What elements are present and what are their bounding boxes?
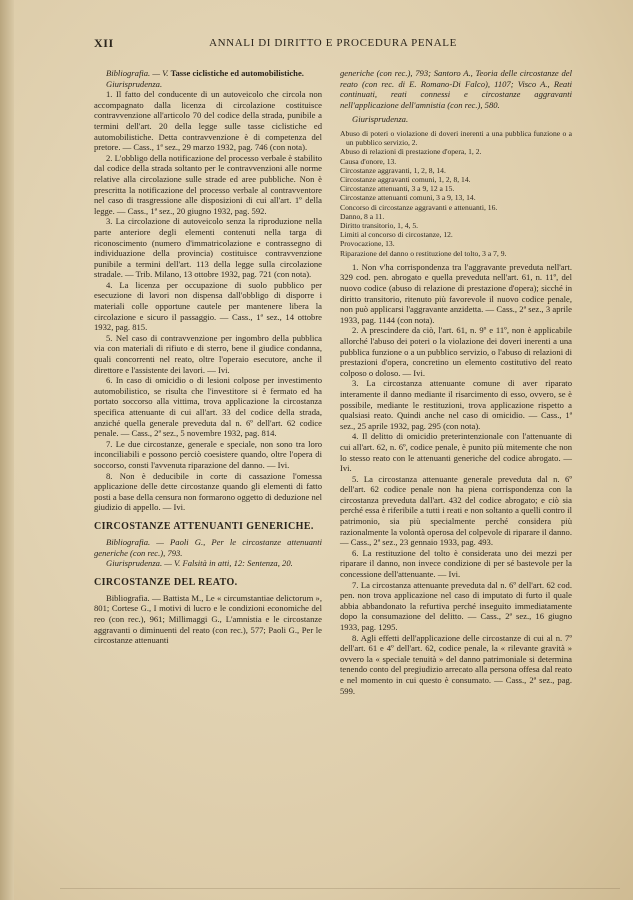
index-entry: Circostanze aggravanti comuni, 1, 2, 8, 14. (340, 174, 471, 184)
index-entry: Abuso di relazioni di prestazione d'opera, 1, 2. (340, 147, 482, 157)
list-item: 4. La licenza per occupazione di suolo pubblico per esecuzione di lavori non dispensa dall'obbligo di disporre i materiali colle opportune cautele per mantenere libera la circolazione e sicuro il passaggio. — Cass., 1ª sez., 14 ottobre 1932, pag. 815. (94, 279, 322, 333)
right-entries (340, 262, 572, 696)
index-entry: Concorso di circostanze aggravanti e attenuanti, 16. (340, 202, 498, 212)
list-item: 2. L'obbligo della notificazione del processo verbale è stabilito dal codice della strada soltanto per le contravvenzioni alle norme relative alla circolazione sulle strade ed aree pubbliche. Non è prescritta la notificazione del processo verbale al contravventore nel caso di trasgressione alle disposizioni di cui all'art. 1º della legge. — Cass., 1ª sez., 20 giugno 1932, pag. 592. (94, 152, 322, 216)
section-title-circostanze-reato: CIRCOSTANZE DEL REATO. (94, 576, 238, 588)
right-column (340, 68, 572, 696)
list-item: 6. La restituzione del tolto è considerata uno dei mezzi per riparare il danno, non invece condizione di per sé bastevole per la concessione dell'attenuante. — Ivi. (340, 547, 572, 580)
bibliography-continuation: generiche (con rec.), 793; Santoro A., Teoria delle circostanze del reato (con rec. di E. Romano-Di Falco), 1107; Visco A., Reati continuati, reati connessi e circostanze aggravanti nell'applicazione dell'amnistia (con rec.), 580. (340, 68, 572, 110)
list-item: 7. La circostanza attenuante preveduta dal n. 6º dell'art. 62 cod. pen. non trova applicazione nel caso di imputato di furto il quale abbia abbandonato la refurtiva perché inseguito immediatamente dopo la consumazione del delitto. — Cass., 2ª sez., 16 giugno 1933, pag. 1295. (340, 579, 572, 632)
subject-index (340, 129, 572, 258)
index-entry: Abuso di poteri o violazione di doveri inerenti a una pubblica funzione o a un pubblico servizio, 2. (340, 128, 572, 148)
page-edge-shadow (0, 0, 14, 900)
list-item: 1. Non v'ha corrispondenza tra l'aggravante preveduta nell'art. 329 cod. pen. abrogato e quella preveduta nell'art. 61, n. 11º, del nuovo codice (abuso di relazione di prestazione d'opera); sicché in diritto transitorio, ritenuto più favorevole il nuovo codice penale, non può applicarsi l'aggravante anzidetta. — Cass., 2ª sez., 3 aprile 1933, pag. 1144 (con nota). (340, 261, 572, 325)
index-entry: Danno, 8 a 11. (340, 211, 385, 221)
index-entry: Limiti al concorso di circostanze, 12. (340, 230, 453, 240)
list-item: 3. La circostanza attenuante comune di aver riparato interamente il danno mediante il risarcimento di esso, ovvero, se è possibile, mediante le restituzioni, trova applicazione rispetto a qualsiasi reato. Quindi anche nel caso di omicidio. — Cass., 1ª sez., 25 aprile 1932, pag. 295 (con nota). (340, 378, 572, 431)
section-bibliography: Bibliografia. — Battista M., Le « circumstantiae delictorum », 801; Cortese G., I motivi di lucro e le condizioni economiche del reo (con rec.), 961; Millimaggi G., L'amnistia e le circostanze aggravanti o diminuenti del reato (con rec.), 577; Paoli G., Per le circostanze attenuanti (94, 592, 322, 646)
page-header (94, 36, 572, 54)
index-entry: Circostanze attenuanti comuni, 3 a 9, 13, 14. (340, 193, 476, 203)
bottom-rule (60, 878, 620, 889)
list-item: 1. Il fatto del conducente di un autoveicolo che circola non accompagnato dalla licenza di circolazione costituisce contravvenzione all'articolo 70 del codice della strada, punibile a termini dell'art. 20 della legge sulle tasse ciclistiche ed automobilistiche. Detta contravvenzione è di competenza del pretore. — Cass., 1ª sez., 29 marzo 1932, pag. 746 (con nota). (94, 89, 322, 153)
section-bibliography: Bibliografia. — Paoli G., Per le circostanze attenuanti generiche (con rec.), 793. (94, 536, 322, 558)
list-item: 3. La circolazione di autoveicolo senza la riproduzione nella parte anteriore degli elementi contenuti nella targa di riconoscimento (numero d'immatricolazione e contrassegno di individuazione della provincia) costituisce contravvenzione punibile a termini dell'art. 113 della legge sulla circolazione stradale. — Trib. Milano, 13 ottobre 1932, pag. 721 (con nota). (94, 216, 322, 280)
index-entry: Circostanze aggravanti, 1, 2, 8, 14. (340, 165, 446, 175)
list-item: 5. La circostanza attenuante generale preveduta dal n. 6º dell'art. 62 codice penale non ha piena corrispondenza con la circostanza preveduta dall'art. 432 del codice abrogato; e ciò sia perché essa è riferibile a tutti i reati e non soltanto a quelli contro il patrimonio, sia più specialmente perché considera più razionalmente la volontà operosa del colpevole di riparare il danno. — Cass., 2ª sez., 23 gennaio 1933, pag. 493. (340, 473, 572, 548)
giurisprudenza-label: Giurisprudenza. (106, 78, 163, 89)
list-item: 2. A prescindere da ciò, l'art. 61, n. 9º e 11º, non è applicabile allorché l'abuso dei poteri o la violazione dei doveri inerenti a una pubblica funzione o a un pubblico servizio, o l'abuso di relazioni di prestazioni d'opera, concretino un elemento costitutivo del reato colposo o doloso. — Ivi. (340, 325, 572, 378)
list-item: 5. Nel caso di contravvenzione per ingombro della pubblica via con materiali di rifiuto e di sterro, bene il giudice condanna, quali concorrenti nel reato, oltre l'operaio esecutore, anche il direttore e l'assistente dei lavori. — Ivi. (94, 332, 322, 375)
giurisprudenza-label: Giurisprudenza. (352, 114, 409, 125)
list-item: 6. In caso di omicidio o di lesioni colpose per investimento automobilistico, se risulta che l'investitore si è fermato ed ha portato soccorso alla vittima, trova applicazione la circostanza specifica attenuante di cui all'art. 33 del codice della strada, anziché quella generale preveduta dal n. 6º dell'art. 62 codice penale. — Cass., 2ª sez., 5 novembre 1932, pag. 814. (94, 375, 322, 439)
bibliography-ref: Bibliografia. — V. Tasse ciclistiche ed automobilistiche. (106, 68, 304, 78)
list-item: 8. Agli effetti dell'applicazione delle circostanze di cui al n. 7º dell'art. 61 e 4º dell'art. 62, codice penale, la « rilevante gravità » ovvero la « speciale tenuità » del danno patrimoniale si determina tenendo conto del pregiudizio arrecato alla persona offesa dal reato e nel momento in cui questo è consumato. — Cass., 2ª sez., pag. 599. (340, 632, 572, 696)
section-title-attenuanti-generiche: CIRCOSTANZE ATTENUANTI GENERICHE. (94, 520, 314, 532)
index-entry: Causa d'onore, 13. (340, 156, 397, 166)
index-entry: Circostanze attenuanti, 3 a 9, 12 a 15. (340, 184, 455, 194)
page-number: XII (94, 36, 114, 50)
list-item: 7. Le due circostanze, generale e speciale, non sono tra loro inconciliabili e possono perciò coesistere quando, oltre l'opera di soccorso, consti l'avvenuta riparazione del danno. — Ivi. (94, 438, 322, 470)
list-item: 8. Non è deducibile in corte di cassazione l'omessa applicazione delle dette circostanze quando gli elementi di fatto posti a base della censura non formarono oggetto di deduzione nel giudizio di appello. — Ivi. (94, 470, 322, 513)
left-entries (94, 89, 322, 513)
index-entry: Provocazione, 13. (340, 239, 395, 249)
left-column (94, 68, 322, 646)
index-entry: Riparazione del danno o restituzione del tolto, 3 a 7, 9. (340, 248, 507, 258)
list-item: 4. Il delitto di omicidio preterintenzionale con l'attenuante di cui all'art. 62, n. 6º, codice penale, è punito più mitemente che non lo stesso reato con le attenuanti generiche del codice abrogato. — Ivi. (340, 431, 572, 474)
running-title: ANNALI DI DIRITTO E PROCEDURA PENALE (209, 37, 457, 49)
index-entry: Diritto transitorio, 1, 4, 5. (340, 221, 419, 230)
section-giurisprudenza: Giurisprudenza. — V. Falsità in atti, 12: Sentenza, 20. (106, 558, 293, 569)
